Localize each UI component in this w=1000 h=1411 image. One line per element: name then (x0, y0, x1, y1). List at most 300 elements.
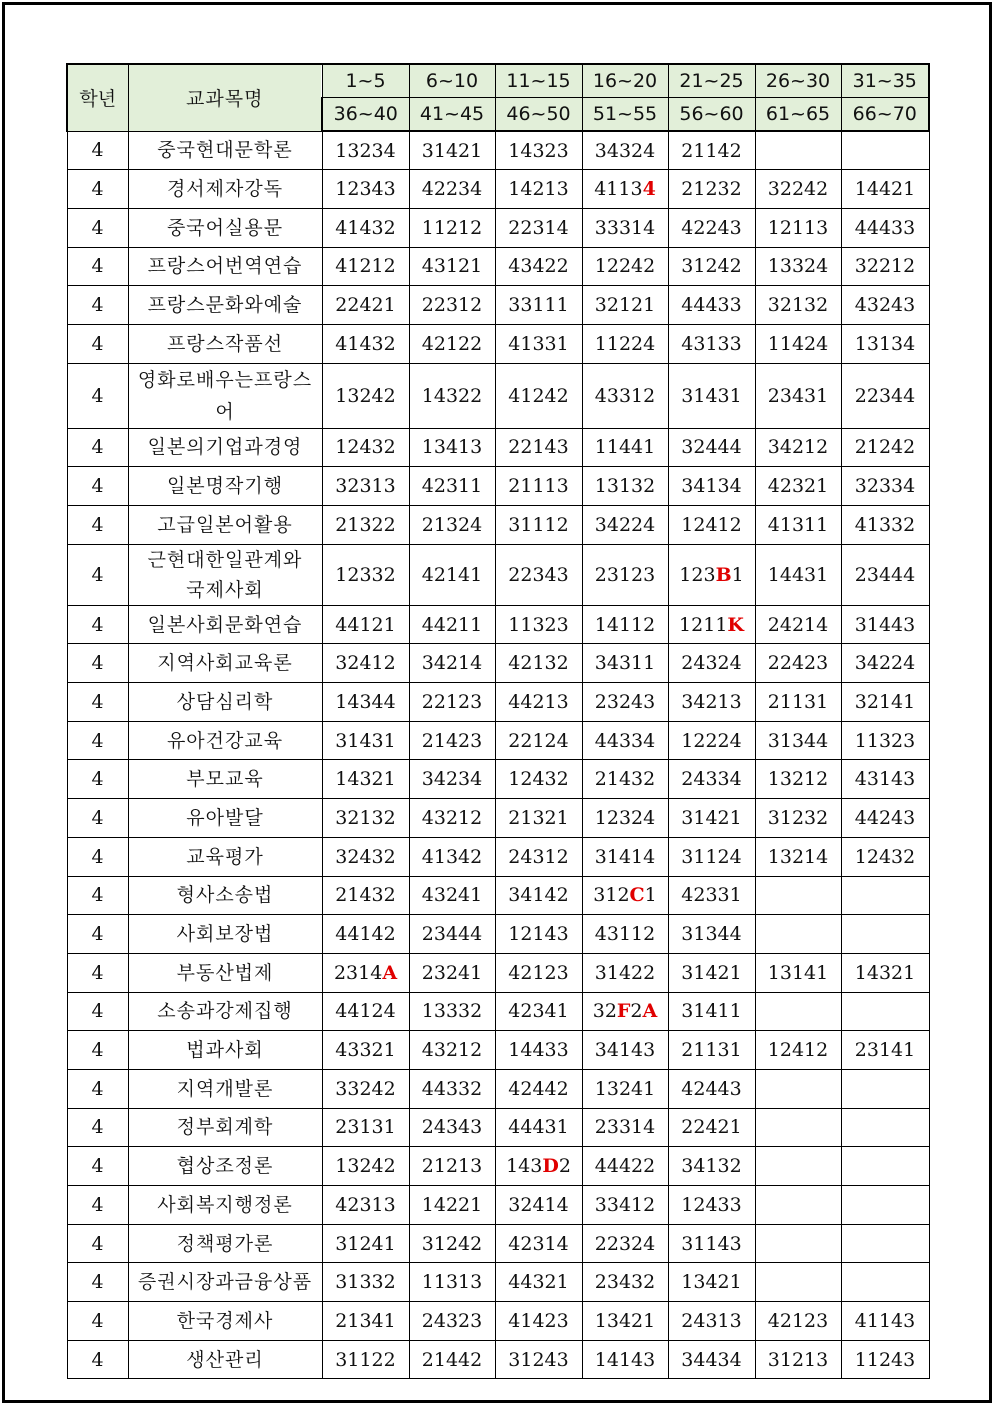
subject-name-cell (128, 544, 322, 605)
answer-cell: 23243 (582, 683, 668, 722)
answer-cell: 32334 (841, 467, 929, 506)
subject-name-cell: 부모교육 (128, 760, 322, 799)
subject-name-cell: 교육평가 (128, 837, 322, 876)
answer-cell: 12324 (582, 799, 668, 838)
answer-cell: 31431 (668, 363, 755, 428)
answer-cell: 21232 (668, 170, 755, 209)
range-header: 56~60 (668, 98, 755, 132)
table-row (67, 1147, 929, 1186)
subject-name-cell: 상담심리학 (128, 683, 322, 722)
answer-cell: 44422 (582, 1147, 668, 1186)
answer-cell: 11323 (495, 605, 582, 644)
table-row (67, 1069, 929, 1108)
answer-cell (755, 1186, 841, 1225)
table-row (67, 644, 929, 683)
answer-cell (755, 992, 841, 1031)
subject-name-cell: 지역개발론 (128, 1069, 322, 1108)
answer-cell: 12432 (495, 760, 582, 799)
answer-cell: 22123 (409, 683, 495, 722)
answer-cell: 43212 (409, 799, 495, 838)
answer-cell (841, 915, 929, 954)
subject-name-cell: 법과사회 (128, 1031, 322, 1070)
table-row (67, 428, 929, 467)
grade-cell: 4 (67, 467, 128, 506)
answer-cell: 34214 (409, 644, 495, 683)
answer-cell: 11313 (409, 1263, 495, 1302)
subject-name-cell: 일본사회문화연습 (128, 605, 322, 644)
answer-cell: 41212 (322, 247, 409, 286)
answer-cell: 42341 (495, 992, 582, 1031)
answer-cell (755, 1263, 841, 1302)
subject-name-cell: 프랑스어번역연습 (128, 247, 322, 286)
answer-cell: 42313 (322, 1186, 409, 1225)
table-row (67, 506, 929, 545)
answer-cell: 22423 (755, 644, 841, 683)
answer-cell: 44433 (841, 208, 929, 247)
range-header: 6~10 (409, 64, 495, 98)
answer-cell: 21442 (409, 1340, 495, 1379)
answer-cell-corrected: 312C1 (582, 876, 668, 915)
grade-cell: 4 (67, 1263, 128, 1302)
grade-cell: 4 (67, 953, 128, 992)
answer-cell: 22343 (495, 544, 582, 605)
answer-cell: 22312 (409, 286, 495, 325)
answer-cell: 42141 (409, 544, 495, 605)
answer-cell (841, 1186, 929, 1225)
answer-cell: 23241 (409, 953, 495, 992)
answer-cell: 22421 (322, 286, 409, 325)
answer-cell: 12332 (322, 544, 409, 605)
answer-cell: 13141 (755, 953, 841, 992)
answer-cell: 31344 (755, 721, 841, 760)
subject-name-cell: 유아건강교육 (128, 721, 322, 760)
table-row (67, 953, 929, 992)
answer-cell: 13132 (582, 467, 668, 506)
subject-name-cell: 경서제자강독 (128, 170, 322, 209)
answer-cell: 34234 (409, 760, 495, 799)
answer-cell: 31243 (495, 1340, 582, 1379)
answer-cell: 21131 (668, 1031, 755, 1070)
answer-cell: 21321 (495, 799, 582, 838)
answer-cell: 32132 (322, 799, 409, 838)
subject-name-cell: 유아발달 (128, 799, 322, 838)
grade-cell: 4 (67, 837, 128, 876)
grade-cell: 4 (67, 1108, 128, 1147)
answer-cell: 34434 (668, 1340, 755, 1379)
answer-cell: 34132 (668, 1147, 755, 1186)
table-body (67, 131, 929, 1379)
answer-cell: 23131 (322, 1108, 409, 1147)
answer-cell: 14431 (755, 544, 841, 605)
answer-cell: 22143 (495, 428, 582, 467)
answer-cell: 31421 (668, 799, 755, 838)
answer-cell: 31122 (322, 1340, 409, 1379)
range-header: 16~20 (582, 64, 668, 98)
subject-name-cell: 소송과강제집행 (128, 992, 322, 1031)
table-row (67, 208, 929, 247)
grade-cell: 4 (67, 1340, 128, 1379)
answer-cell: 41342 (409, 837, 495, 876)
grade-cell: 4 (67, 876, 128, 915)
answer-cell: 24313 (668, 1302, 755, 1341)
answer-cell: 13421 (668, 1263, 755, 1302)
answer-cell: 44332 (409, 1069, 495, 1108)
subject-name-cell: 정책평가론 (128, 1224, 322, 1263)
subject-name-cell: 협상조정론 (128, 1147, 322, 1186)
answer-cell: 44334 (582, 721, 668, 760)
table-header (67, 64, 929, 131)
answer-cell: 44433 (668, 286, 755, 325)
grade-cell: 4 (67, 605, 128, 644)
answer-cell: 41242 (495, 363, 582, 428)
answer-cell: 14321 (322, 760, 409, 799)
answer-cell: 14323 (495, 131, 582, 170)
grade-cell: 4 (67, 324, 128, 363)
range-header: 66~70 (841, 98, 929, 132)
answer-cell: 22324 (582, 1224, 668, 1263)
table-row (67, 131, 929, 170)
answer-cell: 21432 (322, 876, 409, 915)
grade-cell: 4 (67, 915, 128, 954)
range-header: 11~15 (495, 64, 582, 98)
answer-cell: 32444 (668, 428, 755, 467)
subject-name-cell: 사회복지행정론 (128, 1186, 322, 1225)
answer-cell: 43212 (409, 1031, 495, 1070)
answer-cell: 31421 (668, 953, 755, 992)
answer-cell: 34143 (582, 1031, 668, 1070)
table-row (67, 544, 929, 605)
answer-cell (755, 1108, 841, 1147)
answer-cell: 42132 (495, 644, 582, 683)
answer-cell: 12224 (668, 721, 755, 760)
grade-cell: 4 (67, 683, 128, 722)
table-row (67, 247, 929, 286)
grade-cell: 4 (67, 506, 128, 545)
subject-name-line: 국제사회 (186, 578, 264, 601)
answer-cell: 43133 (668, 324, 755, 363)
answer-cell: 31124 (668, 837, 755, 876)
answer-cell: 31241 (322, 1224, 409, 1263)
answer-cell-corrected: 2314A (322, 953, 409, 992)
answer-cell: 34311 (582, 644, 668, 683)
range-header: 36~40 (322, 98, 409, 132)
answer-cell: 14344 (322, 683, 409, 722)
answer-key-table (66, 63, 930, 1379)
answer-cell (841, 992, 929, 1031)
range-header: 1~5 (322, 64, 409, 98)
answer-cell: 31421 (409, 131, 495, 170)
answer-cell: 44124 (322, 992, 409, 1031)
subject-name-cell: 사회보장법 (128, 915, 322, 954)
range-header: 51~55 (582, 98, 668, 132)
answer-cell (841, 1069, 929, 1108)
answer-cell: 43143 (841, 760, 929, 799)
answer-cell: 34142 (495, 876, 582, 915)
answer-cell (841, 1108, 929, 1147)
table-row (67, 1031, 929, 1070)
answer-cell (841, 1263, 929, 1302)
answer-cell: 34224 (582, 506, 668, 545)
answer-cell: 23123 (582, 544, 668, 605)
answer-cell: 22344 (841, 363, 929, 428)
answer-cell (755, 915, 841, 954)
answer-cell: 31232 (755, 799, 841, 838)
answer-cell: 42243 (668, 208, 755, 247)
answer-cell: 21131 (755, 683, 841, 722)
answer-cell: 12143 (495, 915, 582, 954)
answer-cell: 41143 (841, 1302, 929, 1341)
answer-cell: 13214 (755, 837, 841, 876)
table-row (67, 1263, 929, 1302)
answer-cell: 23444 (841, 544, 929, 605)
range-header: 41~45 (409, 98, 495, 132)
grade-cell: 4 (67, 286, 128, 325)
answer-cell: 11243 (841, 1340, 929, 1379)
answer-cell: 13332 (409, 992, 495, 1031)
grade-cell: 4 (67, 1069, 128, 1108)
range-header: 21~25 (668, 64, 755, 98)
answer-cell: 31414 (582, 837, 668, 876)
table-row (67, 286, 929, 325)
subject-name-cell: 생산관리 (128, 1340, 322, 1379)
answer-cell: 11323 (841, 721, 929, 760)
answer-cell: 42443 (668, 1069, 755, 1108)
answer-cell: 14321 (841, 953, 929, 992)
grade-cell: 4 (67, 131, 128, 170)
grade-header: 학년 (67, 64, 128, 131)
table-row (67, 992, 929, 1031)
answer-cell: 22421 (668, 1108, 755, 1147)
grade-cell: 4 (67, 721, 128, 760)
answer-cell: 32121 (582, 286, 668, 325)
answer-cell: 21213 (409, 1147, 495, 1186)
table-row (67, 363, 929, 428)
subject-name-cell: 중국현대문학론 (128, 131, 322, 170)
table-row (67, 683, 929, 722)
answer-cell: 44121 (322, 605, 409, 644)
answer-cell: 44243 (841, 799, 929, 838)
answer-cell: 41331 (495, 324, 582, 363)
answer-cell: 13242 (322, 363, 409, 428)
answer-cell: 41432 (322, 208, 409, 247)
answer-cell: 11441 (582, 428, 668, 467)
subject-name-cell: 프랑스문화와예술 (128, 286, 322, 325)
answer-cell: 14112 (582, 605, 668, 644)
answer-cell: 11212 (409, 208, 495, 247)
answer-cell: 42122 (409, 324, 495, 363)
answer-cell: 24343 (409, 1108, 495, 1147)
answer-cell: 31411 (668, 992, 755, 1031)
answer-cell: 44142 (322, 915, 409, 954)
answer-cell (755, 876, 841, 915)
answer-cell-corrected: 1211K (668, 605, 755, 644)
subject-name-cell: 형사소송법 (128, 876, 322, 915)
table-row (67, 1108, 929, 1147)
answer-cell: 32414 (495, 1186, 582, 1225)
answer-cell (841, 876, 929, 915)
grade-cell: 4 (67, 247, 128, 286)
answer-cell: 31213 (755, 1340, 841, 1379)
answer-cell: 34212 (755, 428, 841, 467)
answer-cell: 13241 (582, 1069, 668, 1108)
answer-cell: 32141 (841, 683, 929, 722)
answer-cell: 31344 (668, 915, 755, 954)
range-header: 46~50 (495, 98, 582, 132)
answer-cell: 13242 (322, 1147, 409, 1186)
table-row (67, 799, 929, 838)
answer-cell: 43241 (409, 876, 495, 915)
answer-cell: 23431 (755, 363, 841, 428)
answer-cell (755, 131, 841, 170)
subject-name-cell: 일본명작기행 (128, 467, 322, 506)
table-row (67, 467, 929, 506)
answer-cell: 12343 (322, 170, 409, 209)
answer-cell: 24334 (668, 760, 755, 799)
grade-cell: 4 (67, 1147, 128, 1186)
answer-cell: 32432 (322, 837, 409, 876)
answer-cell (755, 1147, 841, 1186)
answer-cell: 44431 (495, 1108, 582, 1147)
answer-cell-corrected: 123B1 (668, 544, 755, 605)
answer-cell: 31242 (668, 247, 755, 286)
answer-cell: 13324 (755, 247, 841, 286)
answer-cell: 43121 (409, 247, 495, 286)
answer-cell: 33111 (495, 286, 582, 325)
answer-cell: 31422 (582, 953, 668, 992)
answer-cell: 21113 (495, 467, 582, 506)
subject-name-cell: 고급일본어활용 (128, 506, 322, 545)
answer-cell: 12242 (582, 247, 668, 286)
answer-cell: 43112 (582, 915, 668, 954)
grade-cell: 4 (67, 799, 128, 838)
range-header: 61~65 (755, 98, 841, 132)
subject-header: 교과목명 (128, 64, 322, 131)
answer-cell: 31112 (495, 506, 582, 545)
answer-cell: 41432 (322, 324, 409, 363)
table-row (67, 170, 929, 209)
subject-name-cell: 영화로배우는프랑스어 (128, 363, 322, 428)
answer-cell: 21142 (668, 131, 755, 170)
subject-name-cell: 중국어실용문 (128, 208, 322, 247)
answer-cell: 21432 (582, 760, 668, 799)
answer-cell: 33314 (582, 208, 668, 247)
range-header: 31~35 (841, 64, 929, 98)
grade-cell: 4 (67, 644, 128, 683)
grade-cell: 4 (67, 992, 128, 1031)
answer-cell-corrected: 41134 (582, 170, 668, 209)
answer-cell: 23444 (409, 915, 495, 954)
answer-cell: 13413 (409, 428, 495, 467)
answer-cell: 14433 (495, 1031, 582, 1070)
answer-cell: 42311 (409, 467, 495, 506)
answer-cell: 42331 (668, 876, 755, 915)
answer-cell: 21341 (322, 1302, 409, 1341)
answer-cell: 43422 (495, 247, 582, 286)
answer-cell: 11224 (582, 324, 668, 363)
answer-cell: 33242 (322, 1069, 409, 1108)
answer-cell: 24312 (495, 837, 582, 876)
subject-name-cell: 프랑스작품선 (128, 324, 322, 363)
answer-cell: 13421 (582, 1302, 668, 1341)
answer-cell (755, 1224, 841, 1263)
answer-cell: 12113 (755, 208, 841, 247)
table-row (67, 1302, 929, 1341)
answer-cell: 44211 (409, 605, 495, 644)
answer-cell: 41423 (495, 1302, 582, 1341)
table-row (67, 760, 929, 799)
answer-cell: 31443 (841, 605, 929, 644)
answer-cell: 14213 (495, 170, 582, 209)
answer-cell: 24214 (755, 605, 841, 644)
table-row (67, 1224, 929, 1263)
answer-cell: 11424 (755, 324, 841, 363)
table-row (67, 605, 929, 644)
grade-cell: 4 (67, 363, 128, 428)
answer-cell (841, 1224, 929, 1263)
answer-cell: 23314 (582, 1108, 668, 1147)
subject-name-cell: 지역사회교육론 (128, 644, 322, 683)
answer-cell: 41311 (755, 506, 841, 545)
answer-cell: 12432 (322, 428, 409, 467)
answer-cell: 32132 (755, 286, 841, 325)
answer-cell: 22314 (495, 208, 582, 247)
table-row (67, 915, 929, 954)
answer-cell: 34224 (841, 644, 929, 683)
answer-cell: 32242 (755, 170, 841, 209)
answer-cell: 21324 (409, 506, 495, 545)
answer-cell-corrected: 32F2A (582, 992, 668, 1031)
answer-cell: 41332 (841, 506, 929, 545)
answer-cell: 24324 (668, 644, 755, 683)
answer-cell (755, 1069, 841, 1108)
answer-cell: 42314 (495, 1224, 582, 1263)
answer-cell (841, 1147, 929, 1186)
subject-name-cell: 부동산법제 (128, 953, 322, 992)
grade-cell: 4 (67, 1031, 128, 1070)
answer-cell (841, 131, 929, 170)
answer-cell: 21322 (322, 506, 409, 545)
answer-cell: 34324 (582, 131, 668, 170)
answer-cell: 13234 (322, 131, 409, 170)
grade-cell: 4 (67, 1302, 128, 1341)
table-row (67, 721, 929, 760)
grade-cell: 4 (67, 170, 128, 209)
answer-cell: 31332 (322, 1263, 409, 1302)
answer-cell: 12433 (668, 1186, 755, 1225)
table-row (67, 837, 929, 876)
answer-cell: 22124 (495, 721, 582, 760)
answer-cell: 42123 (755, 1302, 841, 1341)
table-row (67, 1340, 929, 1379)
answer-cell: 14221 (409, 1186, 495, 1225)
subject-name-cell: 정부회계학 (128, 1108, 322, 1147)
answer-cell: 32412 (322, 644, 409, 683)
answer-cell: 32313 (322, 467, 409, 506)
answer-cell: 42123 (495, 953, 582, 992)
answer-cell: 43321 (322, 1031, 409, 1070)
answer-cell: 23432 (582, 1263, 668, 1302)
answer-cell: 12412 (668, 506, 755, 545)
subject-name-line: 근현대한일관계와 (147, 548, 303, 571)
header-row-top (67, 64, 929, 98)
answer-cell: 31242 (409, 1224, 495, 1263)
answer-cell: 44321 (495, 1263, 582, 1302)
table-row (67, 324, 929, 363)
answer-cell: 13134 (841, 324, 929, 363)
answer-cell: 43243 (841, 286, 929, 325)
answer-cell: 24323 (409, 1302, 495, 1341)
grade-cell: 4 (67, 760, 128, 799)
